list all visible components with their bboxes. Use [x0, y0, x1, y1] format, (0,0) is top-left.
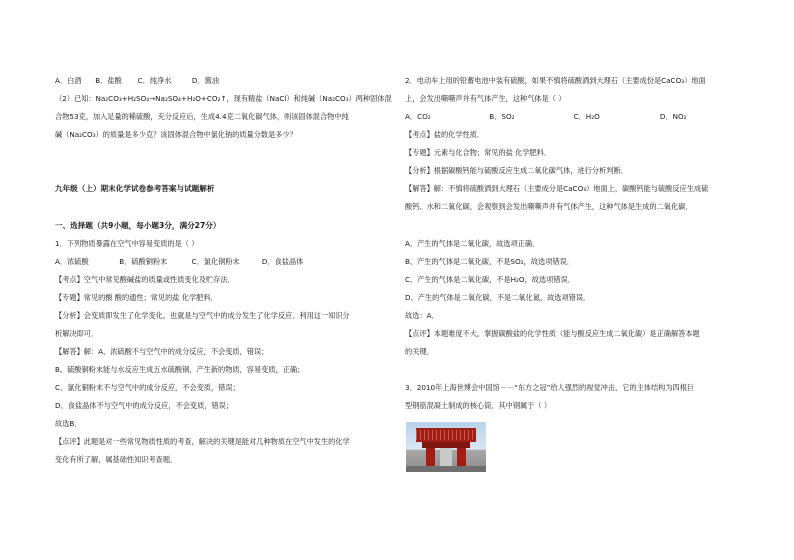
q2-analysis-line: 【分析】根据碳酸钙能与硫酸反应生成二氧化碳气体，进行分析判断． — [405, 166, 628, 175]
q2-analysis-line: A、产生的气体是二氧化碳，故选项正确． — [405, 239, 540, 248]
option-b: B．盐酸 — [95, 76, 122, 85]
q1-analysis-line: 析解决即可． — [55, 329, 99, 338]
china-pavilion-photo — [406, 422, 486, 472]
q2-option-c: C．H₂O — [573, 112, 600, 121]
q2-analysis-line: 【专题】元素与化合物；常见的盐 化学肥料． — [405, 148, 552, 157]
q1-option-c: C．氯化铜粉末 — [191, 257, 240, 266]
q3-stem-line: 3．2010年上海世博会中国馆－－“东方之冠”给人强烈的视觉冲击，它的主体结构为四根巨 — [405, 383, 695, 392]
q2-analysis-line: 【点评】本题难度不大，掌握碳酸盐的化学性质（能与酸反应生成二氧化碳）是正确解答本题 — [405, 329, 700, 338]
q3-stem-line: 型钢筋混凝土制成的核心筒．其中钢属于（ ） — [405, 401, 552, 410]
q2-analysis-line: 【解答】解：不慎将硫酸洒到大理石（主要成分是CaCO₃）地面上，碳酸钙能与硫酸反应生成硫 — [405, 184, 709, 193]
option-a: A．白酒 — [55, 76, 82, 85]
q2-analysis-line: 酸钙、水和二氧化碳，会观察到会发出嘶嘶声并有气体产生，这种气体是生成的二氧化碳． — [405, 202, 693, 211]
q1-option-b: B．硫酸铜粉末 — [119, 257, 168, 266]
option-c: C．纯净水 — [137, 76, 172, 85]
q1-analysis-line: 【点评】此题是对一些常见物质性质的考查，解决的关键是能对几种物质在空气中发生的化学 — [55, 437, 350, 446]
q1-analysis-line: 【专题】常见的酸 酸的通性；常见的盐 化学肥料． — [55, 293, 218, 302]
q1-option-a: A．浓硫酸 — [55, 257, 89, 266]
q2-option-a: A．CO₂ — [405, 112, 431, 121]
part2-line-1: （2）已知：Na₂CO₃+H₂SO₄→Na₂SO₄+H₂O+CO₂↑，现有精盐（NaCl）和纯碱（Na₂CO₃）两种固体混 — [55, 94, 392, 103]
doc-title: 九年级（上）期末化学试卷参考答案与试题解析 — [55, 184, 215, 193]
q2-stem-line: 上，会发出嘶嘶声并有气体产生，这种气体是（ ） — [405, 94, 566, 103]
q2-option-b: B．SO₂ — [489, 112, 515, 121]
q1-analysis-line: 变化有所了解，属基础性知识考查题． — [55, 455, 178, 464]
option-d: D．酱油 — [191, 76, 219, 85]
q2-option-d: D．NO₂ — [659, 112, 687, 121]
q1-analysis-line: 【解答】解：A、浓硫酸不与空气中的成分反应，不会变质，错误； — [55, 347, 269, 356]
q1-analysis-line: 【考点】空气中常见酸碱盐的质量或性质变化及贮存法． — [55, 275, 235, 284]
q1-analysis-line: 【分析】会变质即发生了化学变化，也就是与空气中的成分发生了化学反应．利用这一知识分 — [55, 311, 350, 320]
q2-analysis-line: 的关键． — [405, 347, 434, 356]
q1-analysis-line: B、硫酸铜粉末能与水反应生成五水硫酸铜，产生新的物质，容易变质，正确； — [55, 365, 305, 374]
prev-question-options — [55, 76, 219, 86]
q2-analysis-line: B、产生的气体是二氧化碳，不是SO₂，故选项错误． — [405, 257, 574, 266]
q2-analysis-line: 故选：A． — [405, 311, 439, 320]
q1-analysis-line: C、氯化铜粉末不与空气中的成分反应，不会变质，错误； — [55, 383, 240, 392]
q1-analysis-line: D、食盐晶体不与空气中的成分反应，不会变质，错误； — [55, 401, 234, 410]
part2-line-3: 碱（Na₂CO₃）的质量是多少克？该固体混合物中氯化钠的质量分数是多少？ — [55, 130, 297, 139]
part2-line-2: 合物53克，加入足量的稀硫酸，充分反应后，生成4.4克二氧化碳气体，则该固体混合物中纯 — [55, 112, 349, 121]
section-heading: 一、选择题（共9小题，每小题3分，满分27分） — [55, 221, 221, 230]
q1-stem: 1．下列物质暴露在空气中容易变质的是（ ） — [55, 239, 199, 248]
q1-options — [55, 257, 303, 267]
q2-analysis-line: 【考点】盐的化学性质． — [405, 130, 485, 139]
q1-analysis-line: 故选B． — [55, 419, 82, 428]
q2-analysis-line: C、产生的气体是二氧化碳，不是H₂O，故选项错误． — [405, 275, 575, 284]
q2-stem-line: 2．电动车上用的铅蓄电池中装有硫酸，如果不慎将硫酸洒到大理石（主要成份是CaCO₃）地面 — [405, 76, 706, 85]
q2-options — [405, 112, 687, 122]
q2-analysis-line: D、产生的气体是二氧化碳，不是二氧化氮，故选项错误． — [405, 293, 591, 302]
q1-option-d: D．食盐晶体 — [261, 257, 304, 266]
